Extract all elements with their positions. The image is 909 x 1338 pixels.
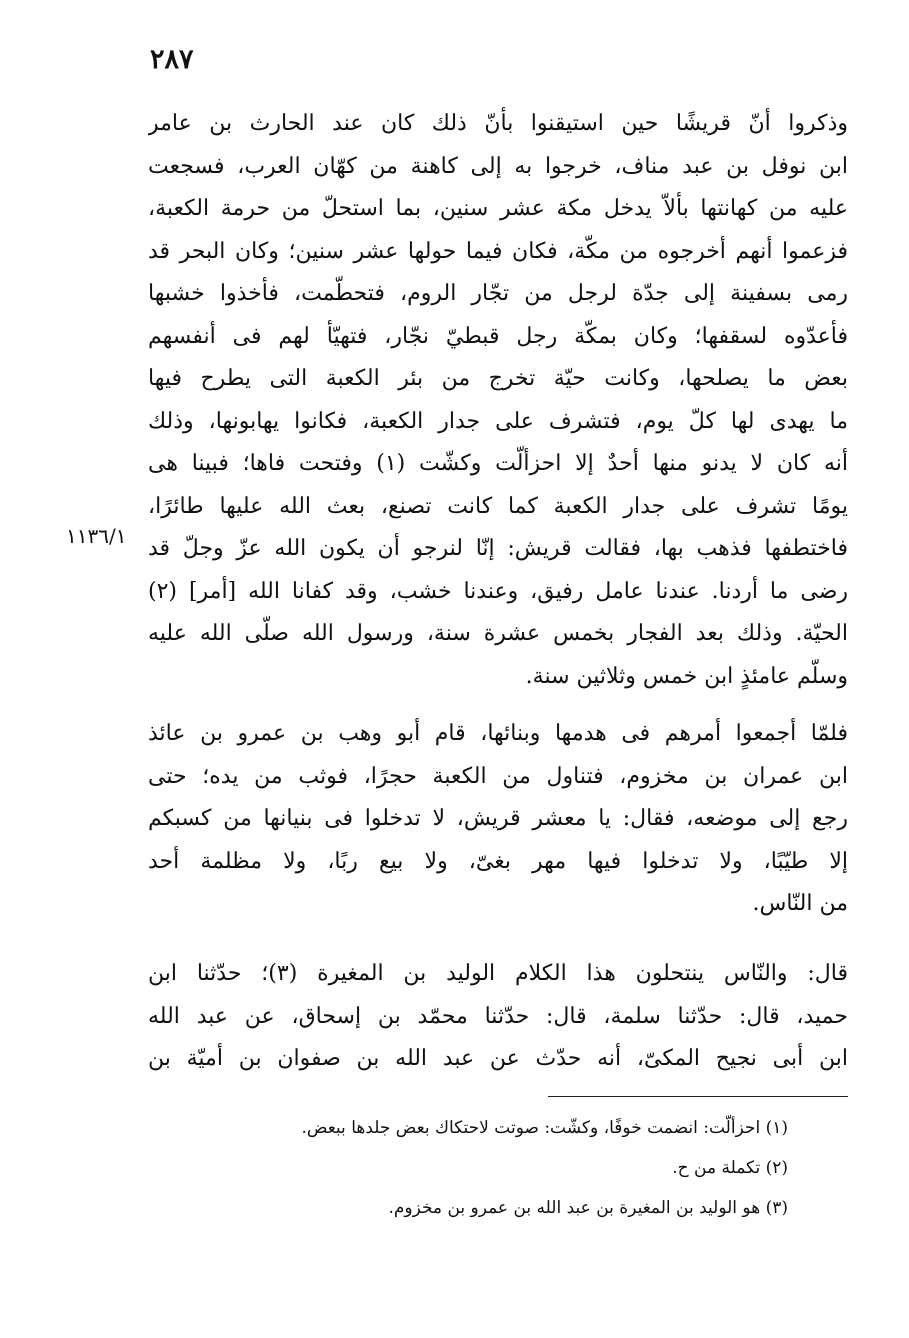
text-line: فزعموا أنهم أخرجوه من مكّة، فكان فيما حولها عشر سنين؛ وكان البحر قد [148, 238, 848, 264]
margin-reference: ١١٣٦/١ [66, 524, 127, 548]
text-line: وسلّم عامئذٍ ابن خمس وثلاثين سنة. [525, 663, 848, 689]
page-number: ٢٨٧ [150, 44, 194, 75]
footnote-separator [548, 1096, 848, 1097]
text-line: وذكروا أنّ قريشًا حين استيقنوا بأنّ ذلك كان عند الحارث بن عامر [148, 111, 848, 136]
text-line: يومًا تشرف على جدار الكعبة كما كانت تصنع، بعث الله عليها طائرًا، [148, 493, 848, 519]
text-line: رضى ما أردنا. عندنا عامل رفيق، وعندنا خشب، وقد كفانا الله [أمر] (٢) [148, 578, 848, 604]
text-line: الحيّة. وذلك بعد الفجار بخمس عشرة سنة، ورسول الله صلّى الله عليه [148, 621, 848, 646]
paragraph-3 [148, 953, 848, 1081]
text-line: عليه من كهانتها بألاّ يدخل مكة عشر سنين، بما استحلّ من حرمة الكعبة، [148, 196, 848, 221]
text-line: ابن نوفل بن عبد مناف، خرجوا به إلى كاهنة من كهّان العرب، فسجعت [148, 153, 848, 179]
footnotes [148, 1108, 788, 1228]
paragraph-2 [148, 713, 848, 926]
footnote-2: (٢) تكملة من ح. [672, 1158, 788, 1178]
paragraph-1 [148, 103, 848, 698]
text-line: ما يهدى لها كلّ يوم، فتشرف على جدار الكعبة، فكانوا يهابونها، وذلك [148, 408, 848, 434]
text-line: أنه كان لا يدنو منها أحدٌ إلا احزألّت وكشّت (١) وفتحت فاها؛ فبينا هى [148, 451, 848, 476]
text-line: رجع إلى موضعه، فقال: يا معشر قريش، لا تدخلوا فى بنيانها من كسبكم [148, 806, 848, 831]
text-line: إلا طيّبًا، ولا تدخلوا فيها مهر بغىّ، ولا بيع ربًا، ولا مظلمة أحد [148, 848, 848, 874]
text-line: قال: والنّاس ينتحلون هذا الكلام الوليد بن المغيرة (٣)؛ حدّثنا ابن [148, 961, 848, 986]
text-line: رمى بسفينة إلى جدّة لرجل من تجّار الروم، فتحطّمت، فأخذوا خشبها [148, 281, 848, 306]
text-line: فأعدّوه لسقفها؛ وكان بمكّة رجل قبطيّ نجّار، فتهيّأ لهم فى أنفسهم [148, 323, 848, 349]
text-line: بعض ما يصلحها، وكانت حيّة تخرج من بئر الكعبة التى يطرح فيها [148, 366, 848, 391]
text-line: فاختطفها فذهب بها، فقالت قريش: إنّا لنرجو أن يكون الله عزّ وجلّ قد [148, 536, 848, 561]
text-line: فلمّا أجمعوا أمرهم فى هدمها وبنائها، قام أبو وهب بن عمرو بن عائذ [148, 721, 848, 746]
text-line: حميد، قال: حدّثنا سلمة، قال: حدّثنا محمّد بن إسحاق، عن عبد الله [148, 1003, 848, 1029]
footnote-1: (١) احزألّت: انضمت خوفًا، وكشّت: صوتت لاحتكاك بعض جلدها ببعض. [301, 1118, 788, 1138]
text-line: ابن عمران بن مخزوم، فتناول من الكعبة حجرًا، فوثب من يده؛ حتى [148, 763, 848, 789]
footnote-3: (٣) هو الوليد بن المغيرة بن عبد الله بن عمرو بن مخزوم. [388, 1198, 788, 1218]
text-line: ابن أبى نجيح المكىّ، أنه حدّث عن عبد الله بن صفوان بن أميّة بن [148, 1046, 848, 1071]
text-line: من النّاس. [752, 891, 848, 916]
